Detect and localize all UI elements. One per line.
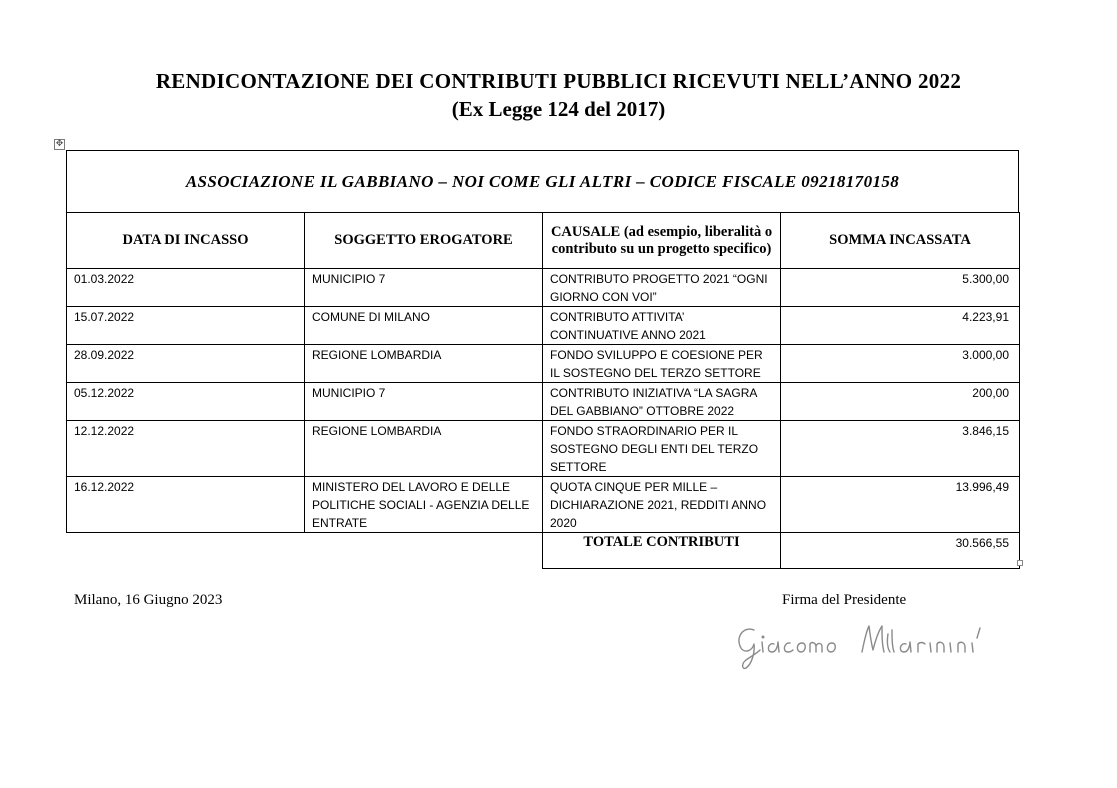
table-header-row [67, 213, 1020, 269]
cell-amount: 4.223,91 [781, 307, 1020, 345]
total-label: TOTALE CONTRIBUTI [543, 533, 781, 569]
column-header-date: DATA DI INCASSO [67, 213, 305, 269]
cell-reason: CONTRIBUTO ATTIVITA’ CONTINUATIVE ANNO 2021 [543, 307, 781, 345]
column-header-entity: SOGGETTO EROGATORE [305, 213, 543, 269]
blank-cell [67, 533, 305, 569]
total-row [67, 533, 1020, 569]
cell-entity: MUNICIPIO 7 [305, 269, 543, 307]
organization-header [66, 150, 1019, 213]
place-and-date: Milano, 16 Giugno 2023 [74, 592, 223, 608]
table-row [67, 477, 1020, 533]
cell-reason: CONTRIBUTO INIZIATIVA “LA SAGRA DEL GABBIANO” OTTOBRE 2022 [543, 383, 781, 421]
cell-amount: 200,00 [781, 383, 1020, 421]
cell-amount: 13.996,49 [781, 477, 1020, 533]
cell-date: 16.12.2022 [67, 477, 305, 533]
column-header-reason: CAUSALE (ad esempio, liberalità o contributo su un progetto specifico) [543, 213, 781, 269]
table-row [67, 307, 1020, 345]
cell-amount: 3.000,00 [781, 345, 1020, 383]
organization-name: ASSOCIAZIONE IL GABBIANO – NOI COME GLI ALTRI – CODICE FISCALE 09218170158 [185, 172, 900, 191]
president-signature [732, 612, 1012, 672]
table-row [67, 383, 1020, 421]
total-amount: 30.566,55 [781, 533, 1020, 569]
cell-entity: MUNICIPIO 7 [305, 383, 543, 421]
title-line-2: (Ex Legge 124 del 2017) [451, 97, 666, 121]
contributions-table [66, 212, 1020, 569]
cell-entity: REGIONE LOMBARDIA [305, 421, 543, 477]
column-header-amount: SOMMA INCASSATA [781, 213, 1020, 269]
cell-entity: COMUNE DI MILANO [305, 307, 543, 345]
document-title [0, 67, 1117, 123]
cell-date: 28.09.2022 [67, 345, 305, 383]
blank-cell [305, 533, 543, 569]
table-move-handle-icon[interactable]: ✥ [55, 139, 64, 149]
cell-amount: 5.300,00 [781, 269, 1020, 307]
table-row [67, 345, 1020, 383]
cell-reason: QUOTA CINQUE PER MILLE – DICHIARAZIONE 2021, REDDITI ANNO 2020 [543, 477, 781, 533]
cell-date: 12.12.2022 [67, 421, 305, 477]
cell-reason: FONDO STRAORDINARIO PER IL SOSTEGNO DEGLI ENTI DEL TERZO SETTORE [543, 421, 781, 477]
cell-reason: CONTRIBUTO PROGETTO 2021 “OGNI GIORNO CON VOI” [543, 269, 781, 307]
cell-date: 15.07.2022 [67, 307, 305, 345]
signature-label: Firma del Presidente [782, 592, 907, 608]
cell-entity: MINISTERO DEL LAVORO E DELLE POLITICHE SOCIALI - AGENZIA DELLE ENTRATE [305, 477, 543, 533]
cell-date: 05.12.2022 [67, 383, 305, 421]
title-line-1: RENDICONTAZIONE DEI CONTRIBUTI PUBBLICI RICEVUTI NELL’ANNO 2022 [155, 69, 962, 93]
table-row [67, 269, 1020, 307]
cell-entity: REGIONE LOMBARDIA [305, 345, 543, 383]
table-resize-handle-icon[interactable] [1017, 560, 1023, 566]
cell-amount: 3.846,15 [781, 421, 1020, 477]
cell-date: 01.03.2022 [67, 269, 305, 307]
table-row [67, 421, 1020, 477]
cell-reason: FONDO SVILUPPO E COESIONE PER IL SOSTEGNO DEL TERZO SETTORE [543, 345, 781, 383]
